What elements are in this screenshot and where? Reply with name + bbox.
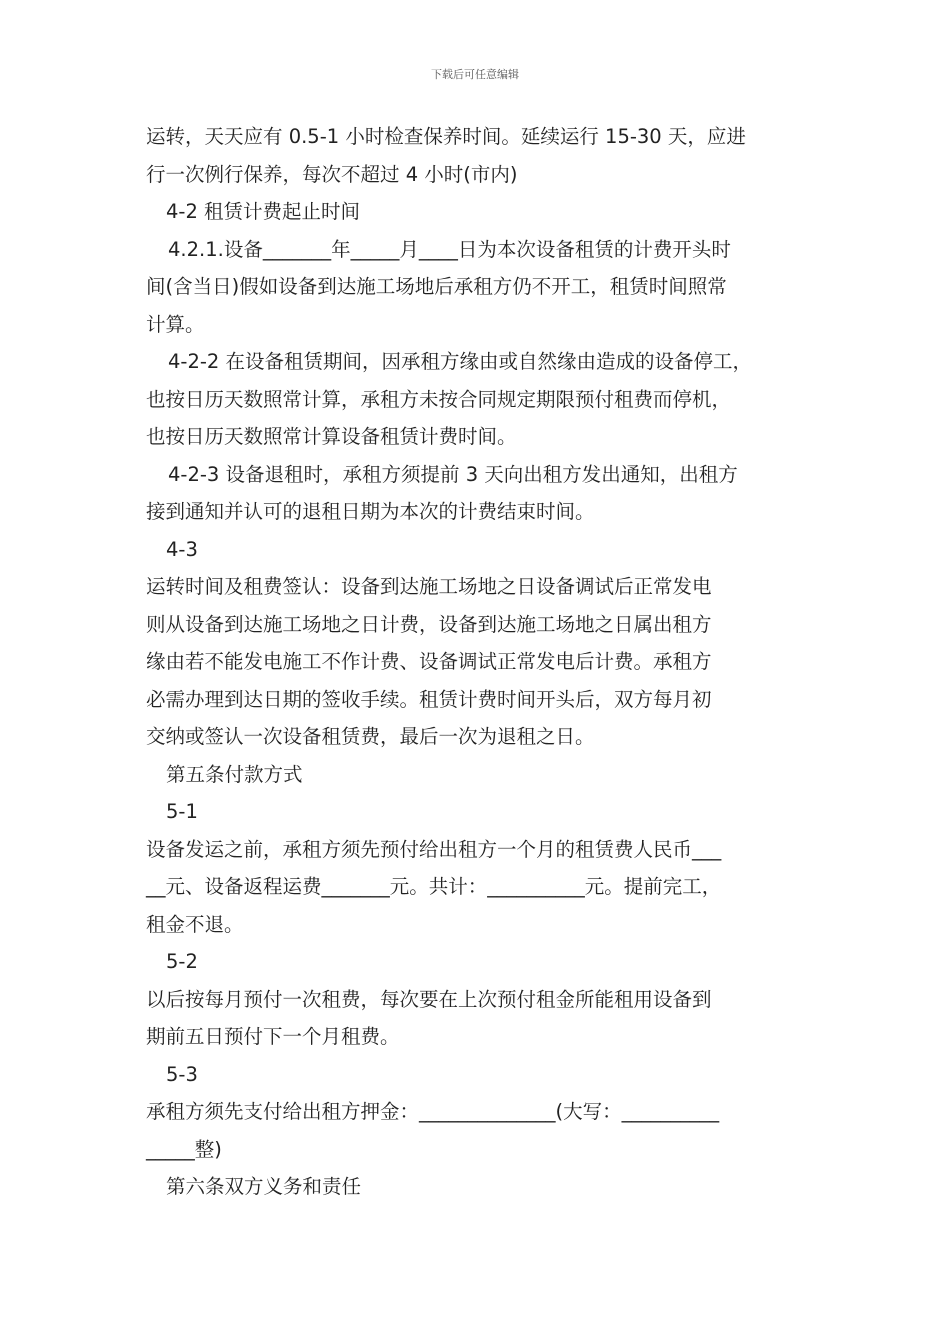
paragraph-line: 以后按每月预付一次租费，每次要在上次预付租金所能租用设备到: [146, 987, 712, 1011]
paragraph-line: 行一次例行保养，每次不超过 4 小时(市内): [146, 162, 518, 186]
section-number: 5-2: [166, 950, 198, 973]
paragraph-line: 4-2-3 设备退租时，承租方须提前 3 天向出租方发出通知，出租方: [168, 462, 738, 486]
article-heading: 第六条双方义务和责任: [166, 1175, 362, 1198]
paragraph-line: 期前五日预付下一个月租费。: [146, 1025, 400, 1048]
paragraph-line: 承租方须先支付给出租方押金：______________(大写：__________: [146, 1100, 720, 1123]
document-body: [146, 118, 814, 1206]
paragraph-line: __元、设备返程运费_______元。共计：__________元。提前完工，: [146, 875, 722, 898]
paragraph-line: 也按日历天数照常计算设备租赁计费时间。: [146, 425, 517, 448]
paragraph-line: 间(含当日)假如设备到达施工场地后承租方仍不开工，租赁时间照常: [146, 275, 727, 298]
article-heading: 第五条付款方式: [166, 762, 303, 786]
paragraph-line: 必需办理到达日期的签收手续。租赁计费时间开头后，双方每月初: [146, 687, 712, 711]
section-heading: 4-2 租赁计费起止时间: [166, 200, 361, 223]
section-number: 4-3: [166, 537, 198, 561]
paragraph-line: 设备发运之前，承租方须先预付给出租方一个月的租赁费人民币___: [146, 837, 722, 861]
paragraph-line: 也按日历天数照常计算，承租方未按合同规定期限预付租费而停机，: [146, 387, 732, 411]
paragraph-line: 4-2-2 在设备租赁期间，因承租方缘由或自然缘由造成的设备停工，: [168, 350, 752, 373]
paragraph-line: 交纳或签认一次设备租赁费，最后一次为退租之日。: [146, 725, 595, 748]
section-number: 5-1: [166, 800, 198, 823]
paragraph-line: 缘由若不能发电施工不作计费、设备调试正常发电后计费。承租方: [146, 650, 712, 673]
page-header: 下载后可任意编辑: [431, 68, 519, 81]
paragraph-line: _____整): [146, 1137, 222, 1161]
paragraph-line: 运转时间及租费签认：设备到达施工场地之日设备调试后正常发电: [146, 575, 712, 598]
paragraph-line: 接到通知并认可的退租日期为本次的计费结束时间。: [146, 500, 595, 523]
paragraph-line: 运转，天天应有 0.5-1 小时检查保养时间。延续运行 15-30 天，应进: [146, 125, 746, 148]
section-number: 5-3: [166, 1062, 198, 1086]
paragraph-line: 则从设备到达施工场地之日计费，设备到达施工场地之日属出租方: [146, 612, 712, 636]
paragraph-line: 租金不退。: [146, 912, 244, 936]
paragraph-line: 计算。: [146, 312, 205, 336]
paragraph-line: 4.2.1.设备_______年_____月____日为本次设备租赁的计费开头时: [168, 237, 731, 261]
